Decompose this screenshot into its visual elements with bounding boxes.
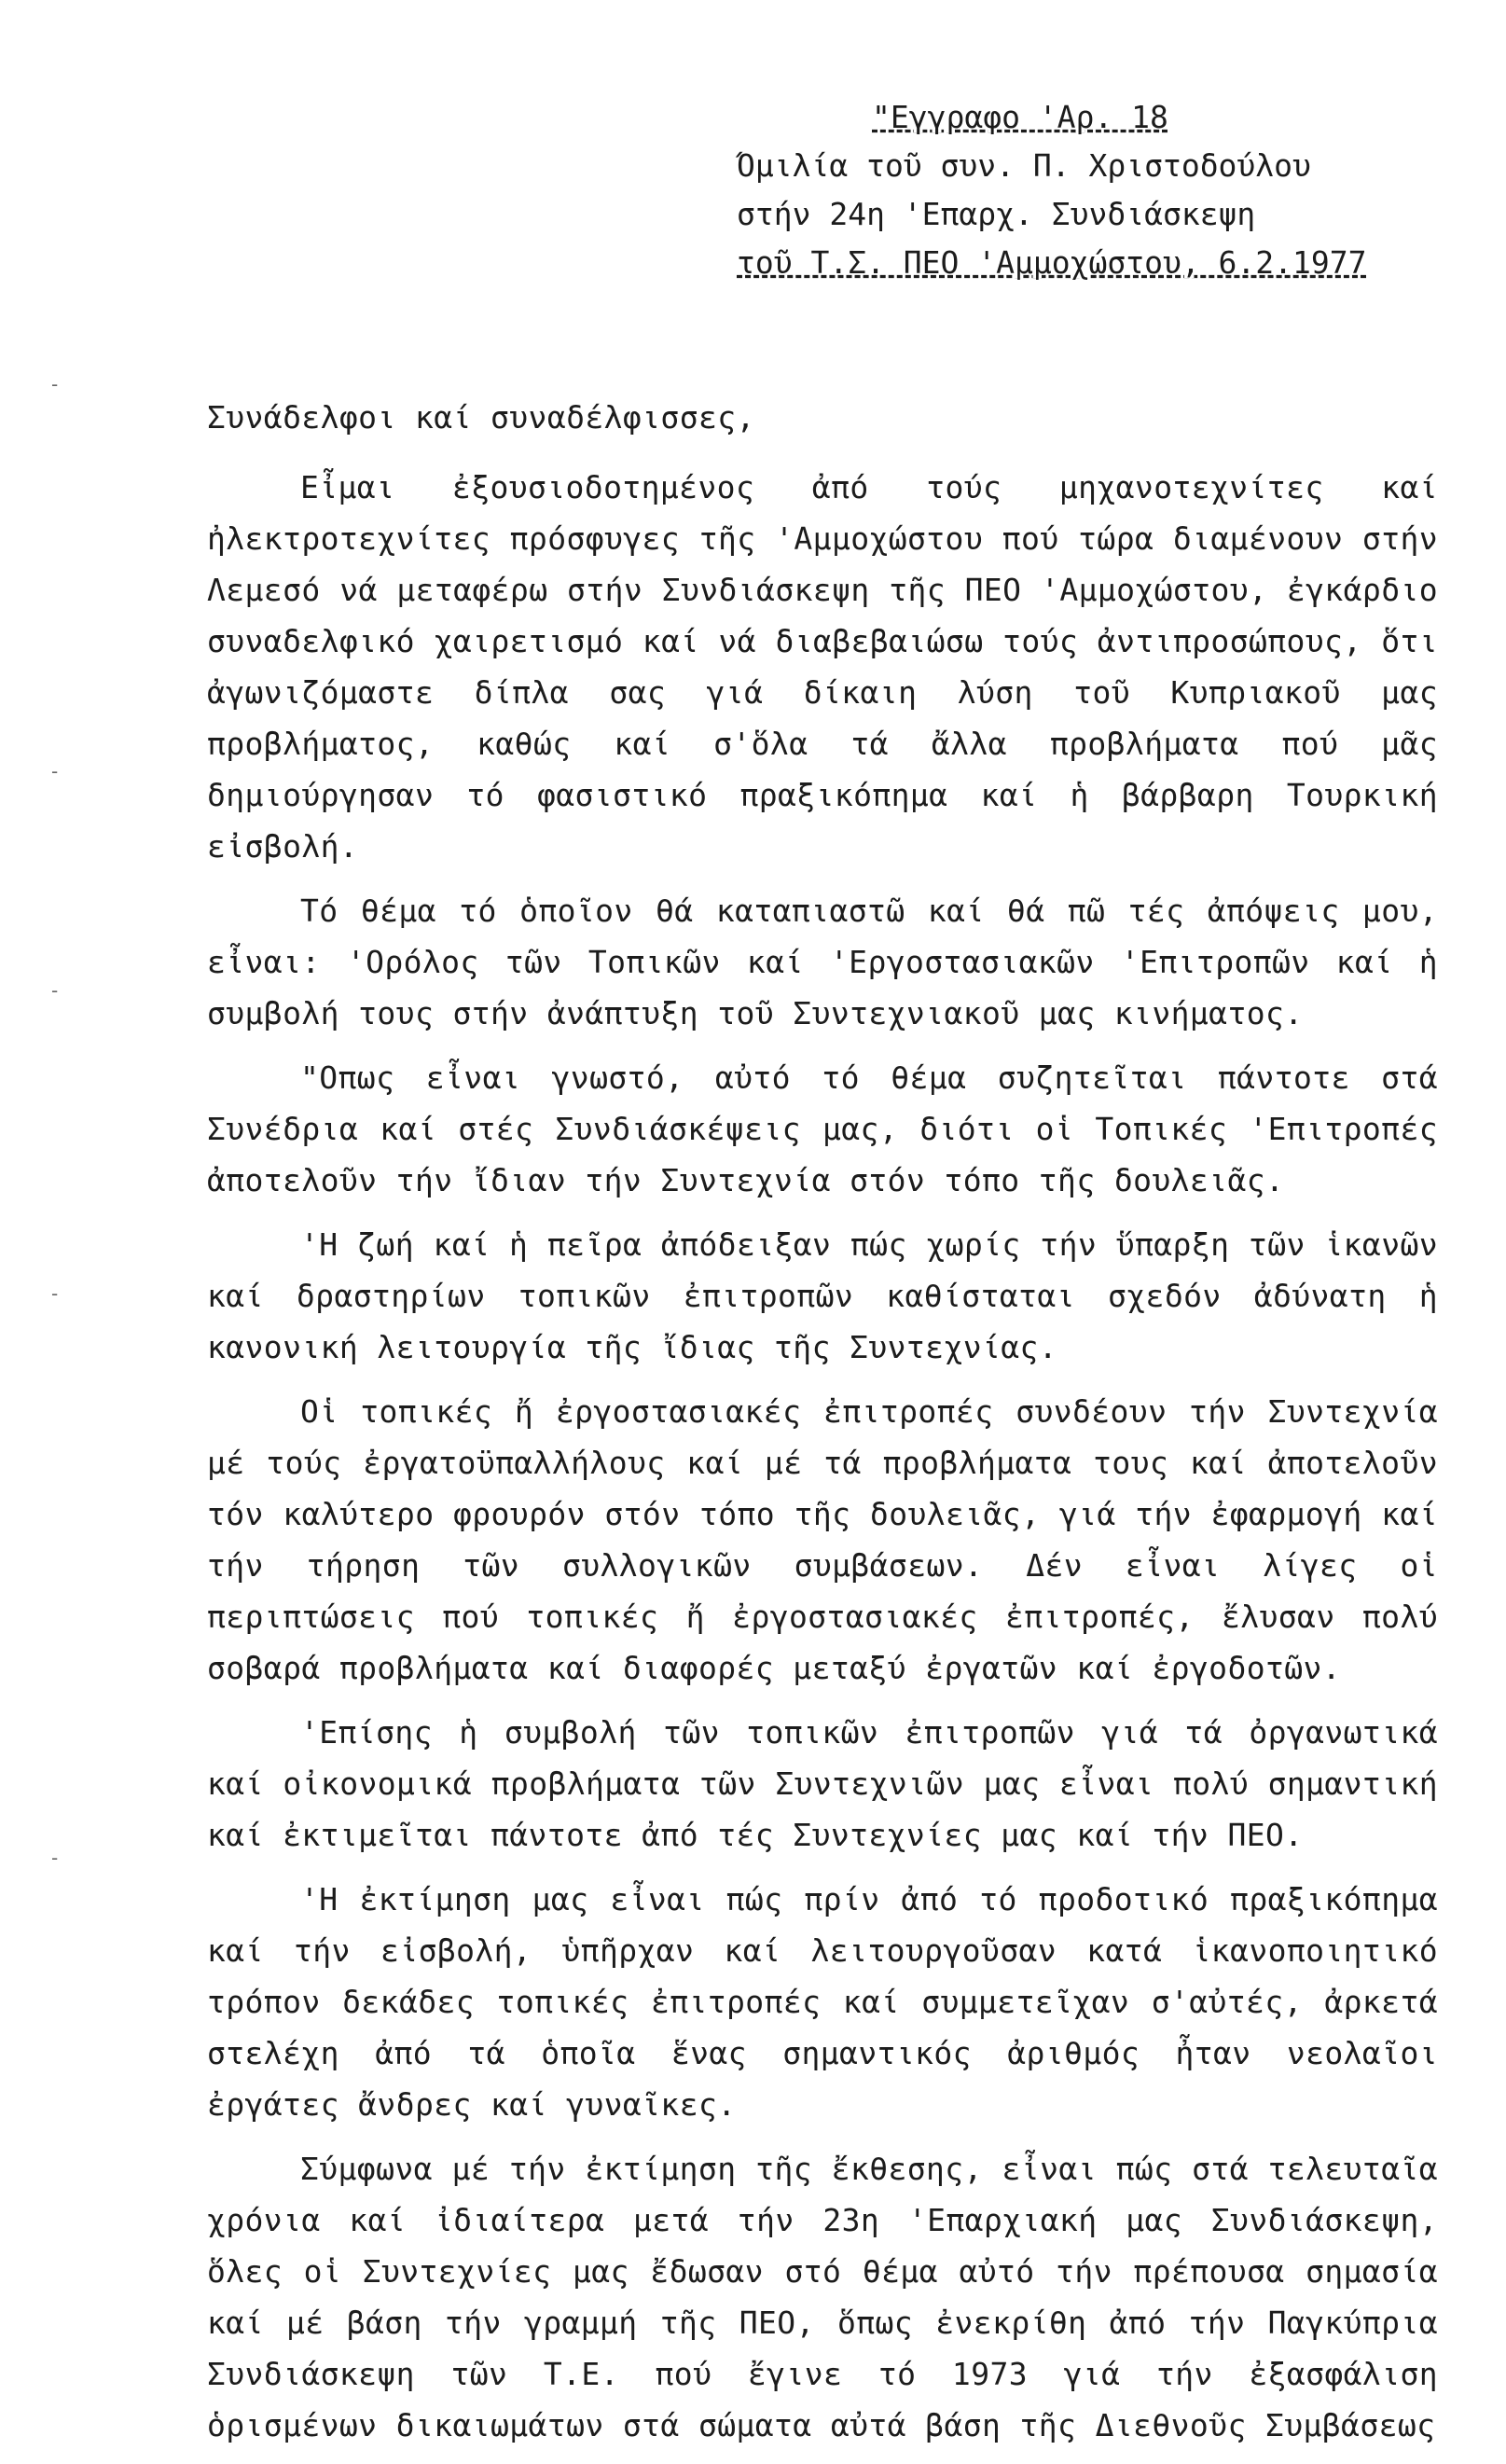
paragraph-4: 'Η ζωή καί ἡ πεῖρα ἀπόδειξαν πώς χωρίς τήν ὕπαρξη τῶν ἱκανῶν καί δραστηρίων τοπικῶν ἐπιτροπῶν καθίσταται σχεδόν ἀδύνατη ἡ κανονική λειτουργία τῆς ἴδιας τῆς Συντεχνίας. [207, 1226, 1438, 1365]
paragraph-3: "Οπως εἶναι γνωστό, αὐτό τό θέμα συζητεῖται πάντοτε στά Συνέδρια καί στές Συνδιάσκέψεις μας, διότι οἱ Τοπικές 'Επιτροπές ἀποτελοῦν τήν ἴδιαν τήν Συντεχνία στόν τόπο τῆς δουλειᾶς. [207, 1059, 1438, 1198]
document-number: "Εγγραφο 'Αρ. 18 [872, 99, 1168, 135]
speech-title-line-1: Όμιλία τοῦ συν. Π. Χριστοδούλου [737, 147, 1311, 184]
margin-dash-mark: - [51, 760, 59, 782]
document-header [737, 93, 1445, 287]
margin-dash-mark: - [51, 1282, 59, 1305]
speech-title-line-2: στήν 24η 'Επαρχ. Συνδιάσκεψη [737, 196, 1256, 232]
speech-body [207, 392, 1438, 2464]
margin-dash-mark: - [51, 373, 59, 395]
margin-dash-mark: - [51, 1847, 59, 1869]
speech-title-line-3: τοῦ Τ.Σ. ΠΕΟ 'Αμμοχώστου, 6.2.1977 [737, 244, 1367, 281]
paragraph-5: Οἱ τοπικές ἤ ἐργοστασιακές ἐπιτροπές συνδέουν τήν Συντεχνία μέ τούς ἐργατοϋπαλλήλους καί μέ τά προβλήματα τους καί ἀποτελοῦν τόν καλύτερο φρουρόν στόν τόπο τῆς δουλειᾶς, γιά τήν ἐφαρμογή καί τήν τήρηση τῶν συλλογικῶν συμβάσεων. Δέν εἶναι λίγες οἱ περιπτώσεις πού τοπικές ἤ ἐργοστασιακές ἐπιτροπές, ἔλυσαν πολύ σοβαρά προβλήματα καί διαφορές μεταξύ ἐργατῶν καί ἐργοδοτῶν. [207, 1393, 1438, 1686]
salutation: Συνάδελφοι καί συναδέλφισσες, [207, 399, 755, 436]
paragraph-7: 'Η ἐκτίμηση μας εἶναι πώς πρίν ἀπό τό προδοτικό πραξικόπημα καί τήν εἰσβολή, ὑπῆρχαν καί λειτουργοῦσαν κατά ἱκανοποιητικό τρόπον δεκάδες τοπικές ἐπιτροπές καί συμμετεῖχαν σ'αὐτές, ἀρκετά στελέχη ἀπό τά ὁποῖα ἕνας σημαντικός ἀριθμός ἦταν νεολαῖοι ἐργάτες ἄνδρες καί γυναῖκες. [207, 1881, 1438, 2123]
margin-dash-mark: - [51, 979, 59, 1002]
paragraph-1: Εἶμαι ἐξουσιοδοτημένος ἀπό τούς μηχανοτεχνίτες καί ἠλεκτροτεχνίτες πρόσφυγες τῆς 'Αμμοχώστου πού τώρα διαμένουν στήν Λεμεσό νά μεταφέρω στήν Συνδιάσκεψη τῆς ΠΕΟ 'Αμμοχώστου, ἐγκάρδιο συναδελφικό χαιρετισμό καί νά διαβεβαιώσω τούς ἀντιπροσώπους, ὅτι ἀγωνιζόμαστε δίπλα σας γιά δίκαιη λύση τοῦ Κυπριακοῦ μας προβλήματος, καθώς καί σ'ὅλα τά ἄλλα προβλήματα πού μᾶς δημιούργησαν τό φασιστικό πραξικόπημα καί ἡ βάρβαρη Τουρκική εἰσβολή. [207, 469, 1438, 865]
paragraph-6: 'Επίσης ἡ συμβολή τῶν τοπικῶν ἐπιτροπῶν γιά τά ὀργανωτικά καί οἰκονομικά προβλήματα τῶν Συντεχνιῶν μας εἶναι πολύ σημαντική καί ἐκτιμεῖται πάντοτε ἀπό τές Συντεχνίες μας καί τήν ΠΕΟ. [207, 1714, 1438, 1853]
paragraph-2: Τό θέμα τό ὁποῖον θά καταπιαστῶ καί θά πῶ τές ἀπόψεις μου, εἶναι: 'Ορόλος τῶν Τοπικῶν καί 'Εργοστασιακῶν 'Επιτροπῶν καί ἡ συμβολή τους στήν ἀνάπτυξη τοῦ Συντεχνιακοῦ μας κινήματος. [207, 893, 1438, 1031]
paragraph-8: Σύμφωνα μέ τήν ἐκτίμηση τῆς ἔκθεσης, εἶναι πώς στά τελευταῖα χρόνια καί ἰδιαίτερα μετά τήν 23η 'Επαρχιακή μας Συνδιάσκεψη, ὅλες οἱ Συντεχνίες μας ἔδωσαν στό θέμα αὐτό τήν πρέπουσα σημασία καί μέ βάση τήν γραμμή τῆς ΠΕΟ, ὅπως ἐνεκρίθη ἀπό τήν Παγκύπρια Συνδιάσκεψη τῶν Τ.Ε. πού ἔγινε τό 1973 γιά τήν ἐξασφάλιση ὁρισμένων δικαιωμάτων στά σώματα αὐτά βάση τῆς Διεθνοῦς Συμβάσεως [207, 2151, 1438, 2443]
